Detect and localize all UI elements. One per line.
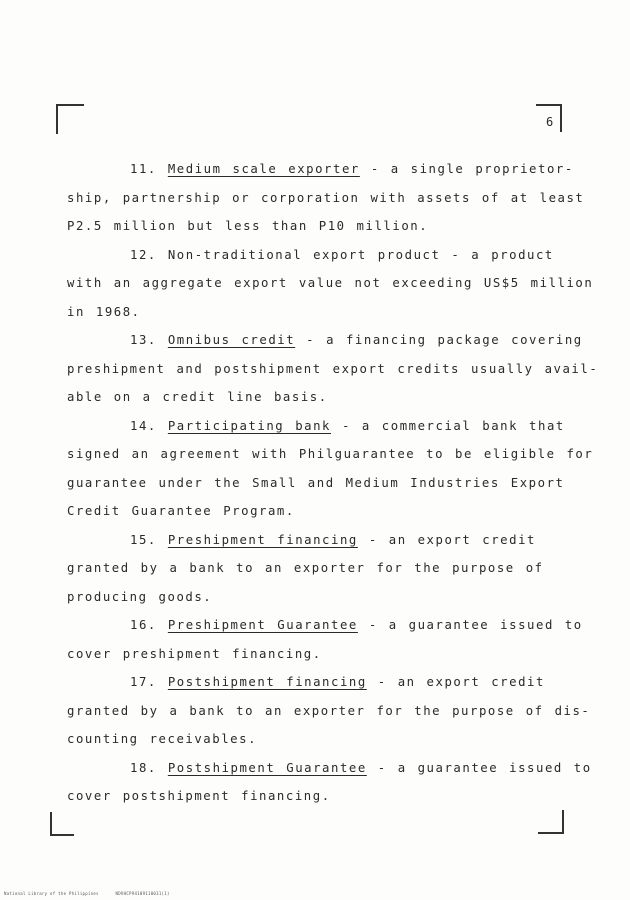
definition-continuation-line: P2.5 million but less than P10 million. xyxy=(67,219,429,233)
definition-text: Non-traditional export product - a product xyxy=(167,247,554,262)
definition-entry xyxy=(67,611,583,668)
definition-number: 12. xyxy=(130,247,157,262)
definition-entry xyxy=(67,668,591,754)
definition-entry xyxy=(67,326,599,412)
definition-first-line xyxy=(67,611,583,640)
definition-continuation-line: cover preshipment financing. xyxy=(67,646,322,661)
definition-term: Preshipment financing xyxy=(167,532,358,547)
definition-first-line xyxy=(67,326,583,355)
footer-library: National Library of the Philippines xyxy=(4,891,99,896)
definition-text: - a guarantee issued to xyxy=(357,618,583,632)
definition-number: 11. xyxy=(130,162,157,176)
definition-continuation-line: guarantee under the Small and Medium Industries Export xyxy=(67,475,565,490)
definition-continuation-line: in 1968. xyxy=(67,304,141,319)
definition-entry xyxy=(67,412,594,526)
definition-text: - a commercial bank that xyxy=(331,418,565,433)
definition-continuation-line: preshipment and postshipment export credits usually avail- xyxy=(67,361,599,376)
definition-first-line xyxy=(67,526,567,555)
definition-entry xyxy=(67,526,567,612)
definition-number: 17. xyxy=(130,675,157,689)
definition-entry xyxy=(67,241,594,327)
definition-term: Omnibus credit xyxy=(167,333,296,347)
definition-continuation-line: producing goods. xyxy=(67,589,213,604)
definition-number: 13. xyxy=(130,333,157,347)
definition-text: - a guarantee issued to xyxy=(366,760,592,775)
definition-continuation-line: granted by a bank to an exporter for the purpose of dis- xyxy=(67,703,591,718)
definition-entry xyxy=(67,754,592,811)
definition-number: 14. xyxy=(130,418,157,433)
definition-first-line xyxy=(67,155,574,184)
definition-text: - a single proprietor- xyxy=(359,162,574,176)
definition-term: Preshipment Guarantee xyxy=(167,618,358,632)
definition-term: Postshipment Guarantee xyxy=(167,760,367,775)
definition-first-line xyxy=(67,754,592,783)
definition-continuation-line: able on a credit line basis. xyxy=(67,390,328,404)
definition-text: - an export credit xyxy=(357,532,536,547)
definition-continuation-line: cover postshipment financing. xyxy=(67,789,331,803)
definition-number: 15. xyxy=(130,532,157,547)
definition-number: 18. xyxy=(130,760,157,775)
definition-continuation-line: signed an agreement with Philguarantee to be eligible for xyxy=(67,447,594,461)
definition-continuation-line: with an aggregate export value not exceeding US$5 million xyxy=(67,276,594,290)
definition-continuation-line: Credit Guarantee Program. xyxy=(67,504,295,518)
page-number: 6 xyxy=(546,115,555,129)
footer-code: NDVHCP94109110031(1) xyxy=(115,891,170,896)
crop-mark-bottom-left xyxy=(50,812,74,836)
definition-term: Postshipment financing xyxy=(167,675,367,689)
definition-text: - a financing package covering xyxy=(295,333,583,347)
definition-first-line xyxy=(67,412,567,441)
definition-number: 16. xyxy=(130,618,157,632)
definition-first-line xyxy=(67,241,567,270)
definition-term: Participating bank xyxy=(167,418,332,433)
definition-first-line xyxy=(67,668,567,697)
definition-term: Medium scale exporter xyxy=(167,162,360,176)
definition-continuation-line: granted by a bank to an exporter for the purpose of xyxy=(67,561,544,575)
footer xyxy=(4,891,184,896)
definition-continuation-line: ship, partnership or corporation with assets of at least xyxy=(67,190,585,205)
crop-mark-top-left xyxy=(56,104,84,134)
definitions-list xyxy=(67,155,599,811)
definition-entry xyxy=(67,155,585,241)
definition-continuation-line: counting receivables. xyxy=(67,732,258,746)
definition-text: - an export credit xyxy=(366,675,545,689)
crop-mark-bottom-right xyxy=(538,810,564,834)
